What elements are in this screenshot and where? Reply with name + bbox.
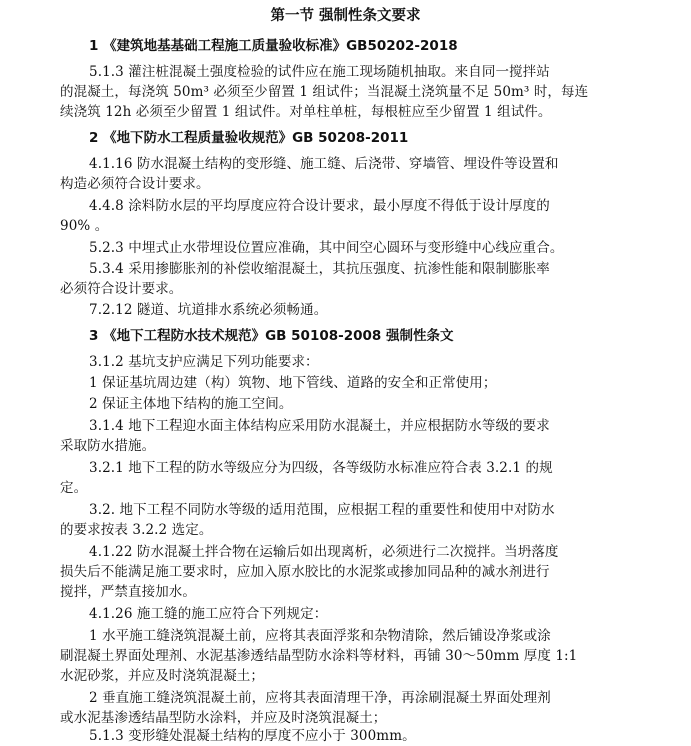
text-line: 刷混凝土界面处理剂、水泥基渗透结晶型防水涂料等材料，再铺 30～50mm 厚度 1:1 [60, 648, 578, 664]
text-line: 构造必须符合设计要求。 [60, 176, 210, 192]
text-line: 必须符合设计要求。 [60, 281, 183, 297]
text-line: 5.3.4 采用掺膨胀剂的补偿收缩混凝土，其抗压强度、抗渗性能和限制膨胀率 [89, 261, 550, 277]
text-line: 的要求按表 3.2.2 选定。 [60, 522, 213, 538]
text-line: 2 保证主体地下结构的施工空间。 [89, 396, 293, 412]
text-line: 水泥砂浆，并应及时浇筑混凝土； [60, 668, 264, 684]
clause-heading-3: 3 《地下工程防水技术规范》GB 50108-2008 强制性条文 [89, 328, 454, 344]
clause-heading-1: 1 《建筑地基基础工程施工质量验收标准》GB50202-2018 [89, 38, 458, 54]
text-line: 90% 。 [60, 218, 109, 234]
text-line: 5.1.3 变形缝处混凝土结构的厚度不应小于 300mm。 [89, 728, 416, 744]
text-line: 5.1.3 灌注桩混凝土强度检验的试件应在施工现场随机抽取。来自同一搅拌站 [89, 64, 550, 80]
text-line: 采取防水措施。 [60, 438, 156, 454]
text-line: 的混凝土，每浇筑 50m³ 必须至少留置 1 组试件；当混凝土浇筑量不足 50m³ 时，每连 [60, 84, 589, 100]
text-line: 损失后不能满足施工要求时，应加入原水胶比的水泥浆或掺加同品种的减水剂进行 [60, 564, 550, 580]
text-line: 搅拌，严禁直接加水。 [60, 584, 196, 600]
text-line: 定。 [60, 480, 88, 496]
section-title: 第一节 强制性条文要求 [270, 8, 421, 24]
text-line: 1 水平施工缝浇筑混凝土前，应将其表面浮浆和杂物清除，然后铺设净浆或涂 [89, 628, 551, 644]
text-line: 5.2.3 中埋式止水带埋设位置应准确，其中间空心圆环与变形缝中心线应重合。 [89, 240, 564, 256]
text-line: 3.1.4 地下工程迎水面主体结构应采用防水混凝土，并应根据防水等级的要求 [89, 418, 550, 434]
text-line: 4.1.22 防水混凝土拌合物在运输后如出现离析，必须进行二次搅拌。当坍落度 [89, 544, 559, 560]
text-line: 4.1.16 防水混凝土结构的变形缝、施工缝、后浇带、穿墙管、埋设件等设置和 [89, 156, 559, 172]
text-line: 或水泥基渗透结晶型防水涂料，并应及时浇筑混凝土； [60, 710, 387, 726]
text-line: 7.2.12 隧道、坑道排水系统必须畅通。 [89, 302, 328, 318]
text-line: 3.1.2 基坑支护应满足下列功能要求： [89, 354, 319, 370]
text-line: 3.2. 地下工程不同防水等级的适用范围，应根据工程的重要性和使用中对防水 [89, 502, 555, 518]
text-line: 4.1.26 施工缝的施工应符合下列规定： [89, 606, 328, 622]
text-line: 续浇筑 12h 必须至少留置 1 组试件。对单柱单桩，每根桩应至少留置 1 组试件。 [60, 104, 552, 120]
text-line: 2 垂直施工缝浇筑混凝土前，应将其表面清理干净，再涂刷混凝土界面处理剂 [89, 690, 551, 706]
clause-heading-2: 2 《地下防水工程质量验收规范》GB 50208-2011 [89, 130, 409, 146]
text-line: 3.2.1 地下工程的防水等级应分为四级，各等级防水标准应符合表 3.2.1 的规 [89, 460, 553, 476]
text-line: 1 保证基坑周边建（构）筑物、地下管线、道路的安全和正常使用； [89, 375, 497, 391]
text-line: 4.4.8 涂料防水层的平均厚度应符合设计要求，最小厚度不得低于设计厚度的 [89, 198, 550, 214]
